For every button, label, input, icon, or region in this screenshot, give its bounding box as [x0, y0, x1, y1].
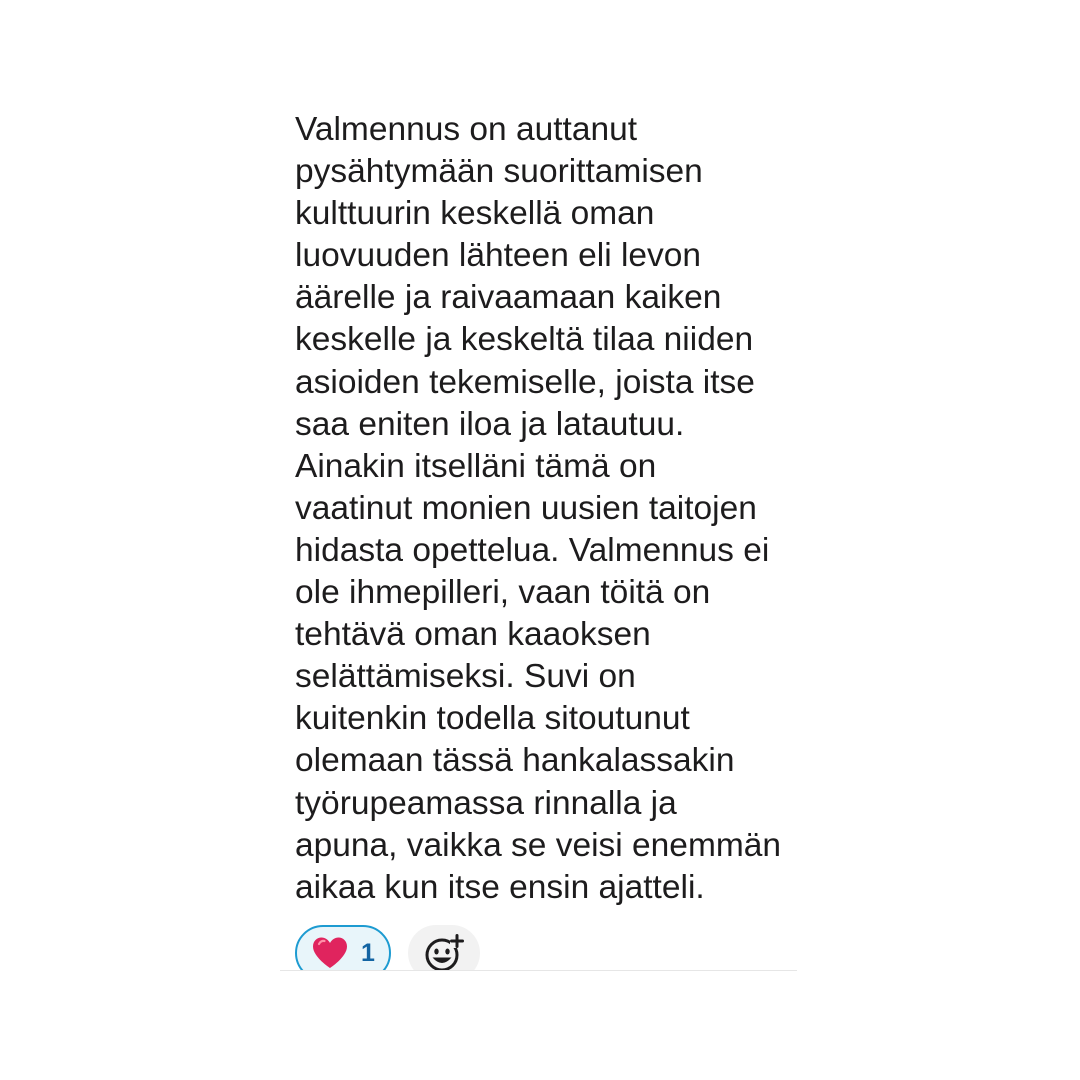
message-line: Valmennus on auttanut: [295, 111, 638, 148]
message-body: [295, 109, 795, 909]
message-line: saa eniten iloa ja latautuu.: [295, 405, 685, 443]
heart-icon: [311, 936, 349, 970]
emoji-add-icon: [423, 932, 465, 974]
message-line: pysähtymään suorittamisen: [295, 153, 703, 191]
message-line: hidasta opettelua. Valmennus ei: [295, 531, 770, 569]
message-line: kuitenkin todella sitoutunut: [295, 700, 690, 738]
message-line: vaatinut monien uusien taitojen: [295, 489, 757, 527]
reaction-count: 1: [361, 938, 375, 967]
message-line: ole ihmepilleri, vaan töitä on: [295, 574, 711, 612]
message-line: Ainakin itselläni tämä on: [295, 447, 657, 485]
message-line: keskelle ja keskeltä tilaa niiden: [295, 321, 754, 359]
divider: [280, 970, 797, 971]
message-line: aikaa kun itse ensin ajatteli.: [295, 868, 705, 906]
message-line: kulttuurin keskellä oman: [295, 195, 655, 233]
bottom-overlay: [0, 971, 1080, 1080]
message-line: luovuuden lähteen eli levon: [295, 237, 702, 275]
message-line: työrupeamassa rinnalla ja: [295, 784, 677, 822]
message-line: äärelle ja raivaamaan kaiken: [295, 279, 722, 317]
message-line: asioiden tekemiselle, joista itse: [295, 363, 755, 401]
message-line: selättämiseksi. Suvi on: [295, 658, 636, 696]
message-line: olemaan tässä hankalassakin: [295, 742, 735, 780]
message-line: apuna, vaikka se veisi enemmän: [295, 826, 782, 864]
message-line: tehtävä oman kaaoksen: [295, 616, 651, 654]
